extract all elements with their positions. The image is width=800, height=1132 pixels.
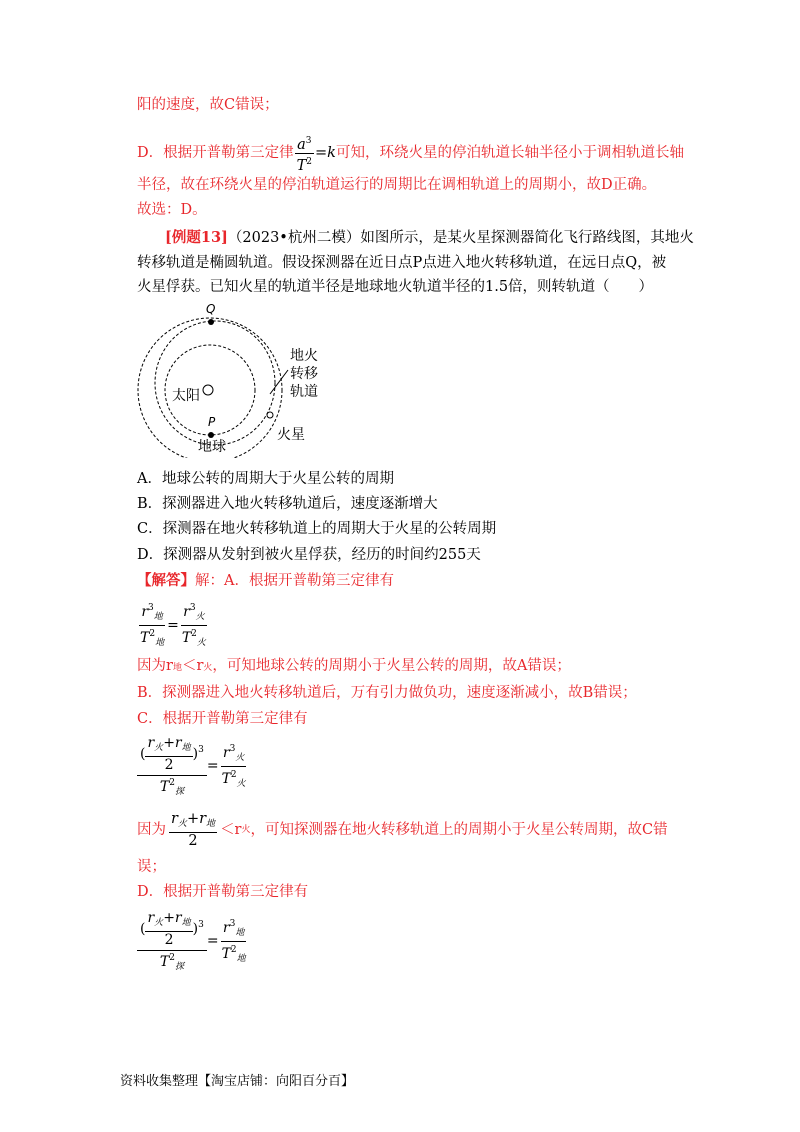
sun-icon (203, 385, 213, 395)
prev-d-prefix: D．根据开普勒第三定律 (137, 145, 294, 161)
footer-source: 资料收集整理【淘宝店铺：向阳百分百】 (120, 1074, 355, 1089)
prev-line-d2: 半径，故在环绕火星的停泊轨道运行的周期比在调相轨道上的周期小，故D正确。 (137, 177, 657, 193)
solution-label: 【解答】 (137, 572, 195, 589)
solution-d: D．根据开普勒第三定律有 (137, 884, 309, 900)
label-sun: 太阳 (172, 388, 200, 404)
label-p: P (208, 415, 216, 429)
p-point (208, 432, 214, 438)
label-earth: 地球 (198, 439, 226, 455)
because-line-1: 因为r地＜r火，可知地球公转的周期小于火星公转的周期，故A错误； (137, 658, 571, 674)
problem-tag: [例题13] (165, 229, 228, 246)
orbit-pointer (270, 370, 288, 394)
problem-line-3: 火星俘获。已知火星的轨道半径是地球地火轨道半径的1.5倍，则转轨道（ ） (137, 279, 654, 295)
q-point (208, 319, 214, 325)
equation-1: $\frac{r^3_地}{T^2_地}$ = $\frac{r^3_火}{T^2_火}$ (137, 600, 209, 651)
prev-answer: 故选：D。 (137, 202, 207, 218)
prev-line-c: 阳的速度，故C错误； (137, 97, 279, 113)
because-line-2b: 误； (137, 859, 166, 875)
problem-line-1: [例题13]（2023•杭州二模）如图所示，是某火星探测器简化飞行路线图，其地火 (165, 229, 694, 246)
equation-2: ( $\frac{r_火+r_地}{2}$ )$^3$ $T^2_探$ = $\frac{r^3_火}{T^2_火}$ (137, 735, 249, 797)
label-mars: 火星 (277, 427, 305, 443)
kepler-formula: $\frac{a^3}{T^2}$ (295, 133, 314, 174)
prev-d-suffix: 可知，环绕火星的停泊轨道长轴半径小于调相轨道长轴 (335, 145, 684, 161)
equation-3: ( $\frac{r_火+r_地}{2}$ )$^3$ $T^2_探$ = $\frac{r^3_地}{T^2_地}$ (137, 910, 249, 972)
option-b: B．探测器进入地火转移轨道后，速度逐渐增大 (137, 496, 438, 512)
solution-b: B．探测器进入地火转移轨道后，万有引力做负功，速度逐渐减小，故B错误； (137, 685, 637, 701)
solution-line-1: 【解答】解：A．根据开普勒第三定律有 (137, 572, 394, 589)
option-a: A．地球公转的周期大于火星公转的周期 (137, 471, 394, 487)
label-orbit-3: 轨道 (290, 384, 318, 400)
label-orbit-1: 地火 (290, 348, 318, 364)
prev-line-d: D．根据开普勒第三定律 $\frac{a^3}{T^2}$ =k 可知，环绕火星的停泊轨道长轴半径小于调相轨道长轴 (137, 133, 684, 173)
because-line-2: 因为 $\frac{r_火+r_地}{2}$ ＜r 火 ，可知探测器在地火转移轨道上的周期小于火星公转周期，故C错 (137, 811, 668, 849)
problem-line-2: 转移轨道是椭圆轨道。假设探测器在近日点P点进入地火转移轨道，在远日点Q，被 (137, 255, 667, 271)
option-c: C．探测器在地火转移轨道上的周期大于火星的公转周期 (137, 521, 497, 537)
option-d: D．探测器从发射到被火星俘获，经历的时间约255天 (137, 547, 481, 563)
label-q: Q (206, 302, 216, 316)
solution-c: C．根据开普勒第三定律有 (137, 711, 308, 727)
orbit-diagram (130, 298, 350, 458)
mars-icon (267, 412, 273, 418)
label-orbit-2: 转移 (290, 366, 318, 382)
